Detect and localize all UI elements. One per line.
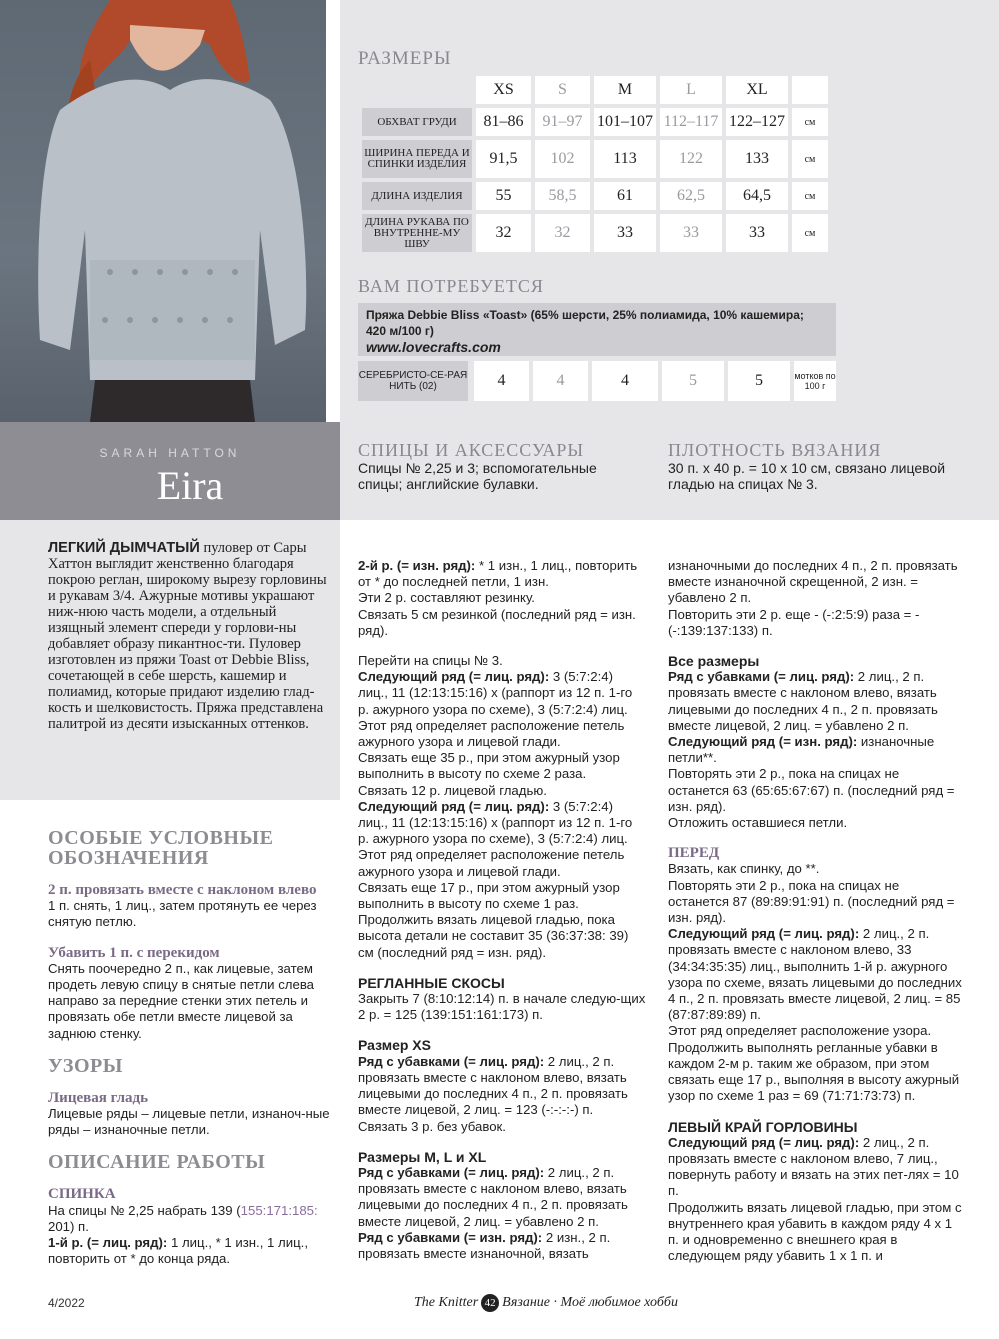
front-title: ПЕРЕД bbox=[668, 845, 720, 862]
issue-number: 4/2022 bbox=[48, 1296, 85, 1310]
raglan-text: Закрыть 7 (8:10:12:14) п. в начале следую-щих 2 р. = 125 (139:151:161:173) п. bbox=[358, 991, 646, 1023]
unit: см bbox=[792, 140, 828, 178]
unit: см bbox=[792, 108, 828, 136]
size-value: 62,5 bbox=[660, 182, 722, 210]
model-photo bbox=[0, 0, 326, 422]
row-label: ДЛИНА РУКАВА ПО ВНУТРЕННЕ-МУ ШВУ bbox=[362, 214, 472, 252]
raglan-title: РЕГЛАННЫЕ СКОСЫ bbox=[358, 974, 505, 991]
front-note: Этот ряд определяет расположение узора. bbox=[668, 1023, 932, 1039]
next-row-2: Следующий ряд (= лиц. ряд): 3 (5:7:2:4) лиц., 11 (12:13:15:16) х (раппорт из 12 п. 1-го р. ажурного узора по схеме), 3 (5:7:2:4) лиц. bbox=[358, 798, 633, 847]
work-description-title: ОПИСАНИЕ РАБОТЫ bbox=[48, 1151, 266, 1174]
sizes-row-length bbox=[362, 182, 828, 210]
all-sizes-title: Все размеры bbox=[668, 653, 760, 670]
all-next-row: Следующий ряд (= изн. ряд): изнаночные петли**. bbox=[668, 734, 935, 766]
quantity-value: 5 bbox=[662, 361, 724, 401]
yarn-line: Пряжа Debbie Bliss «Toast» (65% шерсти, 25% полиамида, 10% кашемира; bbox=[366, 308, 804, 322]
size-value: 91,5 bbox=[476, 140, 531, 178]
continued-text: изнаночными до последних 4 п., 2 п. провязать вместе изнаночной скрещенной, 2 изн. = убавлено 2 п. bbox=[668, 558, 958, 606]
size-value: 58,5 bbox=[535, 182, 590, 210]
row-label: ДЛИНА ИЗДЕЛИЯ bbox=[362, 182, 472, 210]
yarn-url[interactable]: www.lovecrafts.com bbox=[366, 339, 501, 355]
sizes-row-sleeve bbox=[362, 214, 828, 252]
repeat-text: Повторить эти 2 р. еще - (-:2:5:9) раза = - (-:139:137:133) п. bbox=[668, 606, 920, 638]
accessories-title: СПИЦЫ И АКСЕССУАРЫ bbox=[358, 440, 585, 460]
size-value: 81–86 bbox=[476, 108, 531, 136]
twelve-rows: Связать 12 р. лицевой гладью. bbox=[358, 782, 547, 798]
materials-title: ВАМ ПОТРЕБУЕТСЯ bbox=[358, 276, 544, 296]
size-header: XL bbox=[726, 76, 788, 104]
abbr-text: 1 п. снять, 1 лиц., затем протянуть ее через снятую петлю. bbox=[48, 898, 317, 930]
row-1: 1-й р. (= лиц. ряд): 1 лиц., * 1 изн., 1 лиц., повторить от * до конца ряда. bbox=[48, 1235, 308, 1267]
size-mlxl-title: Размеры M, L и XL bbox=[358, 1148, 487, 1165]
row-more: Связать еще 35 р., при этом ажурный узор выполнить в высоту по схеме 2 раза. bbox=[358, 750, 620, 782]
mlxl-decrease-1: Ряд с убавками (= лиц. ряд): 2 лиц., 2 п. провязать вместе с наклоном влево, вязать лицевыми до последних 4 п., 2 п. провязать вместе лицевой, 2 лиц. = убавлено 2 п. bbox=[358, 1164, 628, 1229]
row-more: Связать еще 17 р., при этом ажурный узор выполнить в высоту по схеме 1 раз. bbox=[358, 879, 620, 912]
abbr-title: Убавить 1 п. с перекидом bbox=[48, 944, 220, 961]
designer-name: SARAH HATTON bbox=[99, 446, 241, 460]
back-title: СПИНКА bbox=[48, 1186, 116, 1203]
quantity-value: 4 bbox=[533, 361, 588, 401]
size-value: 113 bbox=[594, 140, 656, 178]
sizes-title: РАЗМЕРЫ bbox=[358, 48, 452, 69]
gauge-title: ПЛОТНОСТЬ ВЯЗАНИЯ bbox=[668, 440, 882, 460]
size-value: 61 bbox=[594, 182, 656, 210]
front-continue: Продолжить выполнять регланные убавки в каждом 2-м р. таким же образом, при этом связать еще 17 р., выполняя в высоту ажурный узор по схеме 1 раз = 69 (71:71:73:73) п. bbox=[668, 1039, 960, 1104]
magazine-tagline: Вязание · Моё любимое хобби bbox=[502, 1295, 678, 1310]
quantity-value: 4 bbox=[592, 361, 658, 401]
size-value: 32 bbox=[476, 214, 531, 252]
abbr-text: Снять поочередно 2 п., как лицевые, затем продеть левую спицу в снятые петли слева направо за передние стенки этих петель и провязать обе петли вместе лицевой за заднюю стенку. bbox=[48, 960, 315, 1041]
footer-magazine bbox=[414, 1294, 678, 1312]
rib-repeat: Эти 2 р. составляют резинку. bbox=[358, 590, 535, 606]
size-value: 122–127 bbox=[726, 108, 788, 136]
yarn-info bbox=[358, 303, 836, 356]
magazine-name: The Knitter bbox=[414, 1295, 479, 1310]
sweater-illustration bbox=[0, 0, 326, 422]
gauge-text: 30 п. х 40 р. = 10 х 10 см, связано лицевой гладью на спицах № 3. bbox=[668, 460, 946, 492]
size-value: 64,5 bbox=[726, 182, 788, 210]
front-as-back: Вязать, как спинку, до **. bbox=[668, 861, 820, 877]
quantity-value: 5 bbox=[728, 361, 790, 401]
patterns-title: УЗОРЫ bbox=[48, 1054, 123, 1077]
sizes-header-row bbox=[362, 76, 828, 104]
sizes-row-width bbox=[362, 140, 828, 178]
size-xs-title: Размер XS bbox=[358, 1037, 431, 1054]
sizes-row-chest bbox=[362, 108, 828, 136]
intro-lead: ЛЕГКИЙ ДЫМЧАТЫЙ bbox=[48, 540, 200, 556]
intro-text: пуловер от Сары Хаттон выглядит женственно благодаря покрою реглан, широкому вырезу горловины и рукавам 3/4. Ажурные мотивы украшают ниж-нюю часть модели, а отдельный изящный элемент спереди у горлови-ны добавляет образу пикантнос-ти. Пуловер изготовлен из пряжи Toast от Debbie Bliss, сочетающей в себе шерсть, кашемир и полиамид, которые придают изделию глад-кость и шелковистость. Пряжа представлена палитрой из десяти изысканных оттенков. bbox=[48, 540, 327, 732]
front-repeat: Повторять эти 2 р., пока на спицах не останется 87 (89:89:91:91) п. (последний ряд = изн. ряд). bbox=[668, 877, 955, 926]
size-value: 91–97 bbox=[535, 108, 590, 136]
sizes-table bbox=[358, 72, 832, 256]
column-2 bbox=[358, 558, 646, 1262]
row-label: ОБХВАТ ГРУДИ bbox=[362, 108, 472, 136]
mlxl-decrease-2: Ряд с убавками (= изн. ряд): 2 изн., 2 п. провязать вместе изнаночной, вязать bbox=[358, 1229, 611, 1261]
size-header: L bbox=[660, 76, 722, 104]
next-row-1: Следующий ряд (= лиц. ряд): 3 (5:7:2:4) лиц., 11 (12:13:15:16) х (раппорт из 12 п. 1-го р. ажурного узора по схеме), 3 (5:7:2:4) лиц. bbox=[358, 669, 633, 717]
size-value: 33 bbox=[660, 214, 722, 252]
quantity-value: 4 bbox=[474, 361, 529, 401]
column-3 bbox=[668, 558, 962, 1264]
all-leave: Отложить оставшиеся петли. bbox=[668, 815, 848, 831]
quantity-unit: мотков по 100 г bbox=[794, 361, 836, 401]
rib-knit: Связать 5 см резинкой (последний ряд = изн. ряд). bbox=[358, 606, 636, 638]
neck-next-row: Следующий ряд (= лиц. ряд): 2 лиц., 2 п. провязать вместе с наклоном влево, 7 лиц., повернуть работу и вязать на этих пет-лях = 10 п. bbox=[668, 1134, 959, 1199]
size-value: 112–117 bbox=[660, 108, 722, 136]
color-label: СЕРЕБРИСТО-СЕ-РАЯ НИТЬ (02) bbox=[358, 361, 468, 401]
size-value: 32 bbox=[535, 214, 590, 252]
abbr-title: 2 п. провязать вместе с наклоном влево bbox=[48, 882, 317, 898]
unit: см bbox=[792, 214, 828, 252]
row-2: 2-й р. (= изн. ряд): * 1 изн., 1 лиц., повторить от * до последней петли, 1 изн. bbox=[358, 558, 638, 590]
continue-text: Продолжить вязать лицевой гладью, пока высота детали не составит 35 (36:37:38: 39) см (последний ряд = изн. ряд). bbox=[358, 912, 629, 960]
back-cast-on: На спицы № 2,25 набрать 139 (155:171:185: 201) п. bbox=[48, 1202, 318, 1234]
size-value: 33 bbox=[726, 214, 788, 252]
all-decrease-1: Ряд с убавками (= лиц. ряд): 2 лиц., 2 п. провязать вместе с наклоном влево, вязать лицевыми до последних 4 п., 2 п. провязать вместе лицевой, 2 лиц. = убавлено 2 п. bbox=[668, 669, 938, 733]
size-header: M bbox=[594, 76, 656, 104]
size-value: 55 bbox=[476, 182, 531, 210]
xs-decrease: Ряд с убавками (= лиц. ряд): 2 лиц., 2 п. провязать вместе с наклоном влево, вязать лицевыми до последних 4 п., 2 п. провязать вместе лицевой, 2 лиц. = 123 (-:-:-:-) п. bbox=[358, 1053, 628, 1118]
size-value: 133 bbox=[726, 140, 788, 178]
accessories-text: Спицы № 2,25 и 3; вспомогательные спицы; английские булавки. bbox=[358, 460, 597, 492]
size-value: 33 bbox=[594, 214, 656, 252]
size-header: S bbox=[535, 76, 590, 104]
row-note: Этот ряд определяет расположение петель ажурного узора и лицевой глади. bbox=[358, 717, 625, 750]
size-value: 101–107 bbox=[594, 108, 656, 136]
yarn-line: 420 м/100 г) bbox=[366, 324, 434, 338]
all-repeat: Повторять эти 2 р., пока на спицах не останется 63 (65:65:67:67) п. (последний ряд = изн. ряд). bbox=[668, 766, 955, 814]
special-notation-title: ОСОБЫЕ УСЛОВНЫЕ ОБОЗНАЧЕНИЯ bbox=[48, 827, 274, 869]
stockinette-text: Лицевые ряды – лицевые петли, изнаноч-ные ряды – изнаночные петли. bbox=[48, 1106, 330, 1138]
size-value: 102 bbox=[535, 140, 590, 178]
pattern-title: Eira bbox=[156, 463, 224, 508]
unit: см bbox=[792, 182, 828, 210]
neck-left-title: ЛЕВЫЙ КРАЙ ГОРЛОВИНЫ bbox=[668, 1118, 858, 1135]
neck-continue: Продолжить вязать лицевой гладью, при этом с внутреннего края убавить в каждом ряду 4 х 1 п. и одновременно с внешнего края в следующем ряду убавить 1 х 1 п. и bbox=[668, 1199, 962, 1264]
intro-paragraph bbox=[48, 540, 333, 732]
page-number: 42 bbox=[481, 1294, 499, 1312]
column-1 bbox=[48, 828, 338, 1267]
xs-more: Связать 3 р. без убавок. bbox=[358, 1118, 506, 1134]
switch-needles: Перейти на спицы № 3. bbox=[358, 653, 503, 669]
size-value: 122 bbox=[660, 140, 722, 178]
front-next-row: Следующий ряд (= лиц. ряд): 2 лиц., 2 п. провязать вместе с наклоном влево, 33 (34:34:35:35) лиц., выполнить 1-й р. ажурного узора по схеме, вязать лицевыми до последних 4 п., 2 п. провязать вместе лицевой, 2 лиц. = 85 (87:87:89:89) п. bbox=[668, 926, 962, 1023]
cut-line bbox=[329, 0, 331, 422]
row-label: ШИРИНА ПЕРЕДА И СПИНКИ ИЗДЕЛИЯ bbox=[362, 140, 472, 178]
row-note: Этот ряд определяет расположение петель ажурного узора и лицевой глади. bbox=[358, 847, 625, 879]
size-header: XS bbox=[476, 76, 531, 104]
stockinette-title: Лицевая гладь bbox=[48, 1089, 149, 1106]
